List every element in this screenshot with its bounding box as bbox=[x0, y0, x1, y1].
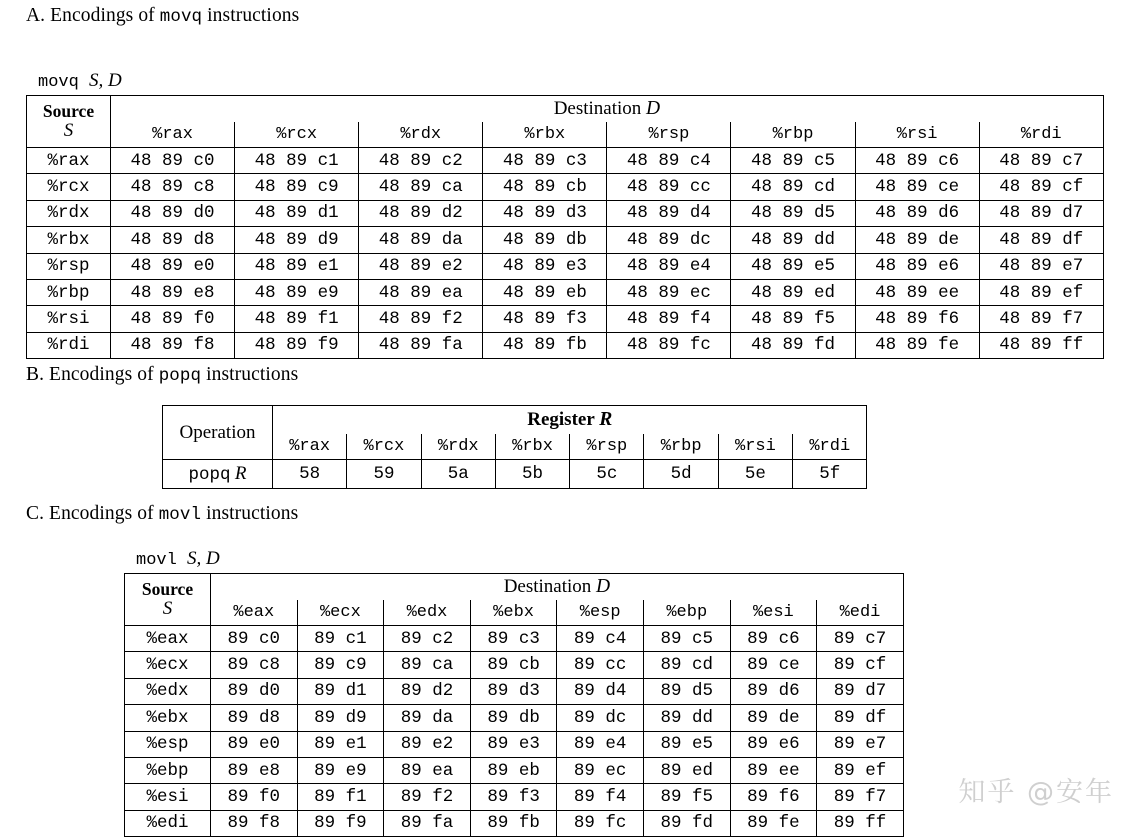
row-label: %rdx bbox=[27, 200, 111, 226]
table-cell: 48 89 cf bbox=[979, 174, 1103, 200]
table-cell: 89 fc bbox=[557, 810, 644, 836]
row-label: %rbx bbox=[27, 227, 111, 253]
table-cell: 48 89 f2 bbox=[359, 306, 483, 332]
table-cell: 48 89 df bbox=[979, 227, 1103, 253]
table-cell: 89 cd bbox=[643, 652, 730, 678]
col-header-2: %edx bbox=[384, 600, 471, 626]
table-cell: 89 f0 bbox=[211, 784, 298, 810]
table-c-corner-line1: Source bbox=[141, 579, 194, 600]
col-header-5: %rbp bbox=[731, 122, 855, 148]
table-cell: 89 d7 bbox=[817, 678, 904, 704]
table-cell: 89 df bbox=[817, 705, 904, 731]
col-header-2: %rdx bbox=[421, 434, 495, 460]
table-c-caption-operands: S, D bbox=[187, 548, 220, 569]
section-a-heading-mono: movq bbox=[159, 7, 203, 27]
table-cell: 89 c5 bbox=[643, 626, 730, 652]
table-cell: 89 cc bbox=[557, 652, 644, 678]
table-cell: 48 89 d6 bbox=[855, 200, 979, 226]
table-cell: 48 89 e9 bbox=[235, 279, 359, 305]
table-row bbox=[27, 306, 1104, 332]
table-c-caption-mnemonic: movl bbox=[136, 551, 177, 570]
table-cell: 48 89 cb bbox=[483, 174, 607, 200]
table-cell: 89 e7 bbox=[817, 731, 904, 757]
table-cell: 48 89 c7 bbox=[979, 148, 1103, 174]
row-label: %ebx bbox=[125, 705, 211, 731]
col-header-7: %rdi bbox=[793, 434, 867, 460]
row-label: %eax bbox=[125, 626, 211, 652]
col-header-4: %rsp bbox=[570, 434, 644, 460]
section-c-heading-mono: movl bbox=[158, 505, 202, 525]
table-row bbox=[125, 810, 904, 836]
table-row bbox=[27, 174, 1104, 200]
table-cell: 48 89 f3 bbox=[483, 306, 607, 332]
table-cell: 48 89 ea bbox=[359, 279, 483, 305]
table-cell: 89 d4 bbox=[557, 678, 644, 704]
table-cell: 48 89 f9 bbox=[235, 332, 359, 358]
table-cell: 48 89 d7 bbox=[979, 200, 1103, 226]
table-row bbox=[27, 332, 1104, 358]
table-cell: 89 e9 bbox=[297, 757, 384, 783]
table-row bbox=[125, 626, 904, 652]
table-cell: 5a bbox=[421, 460, 495, 489]
movl-encoding-table bbox=[124, 573, 904, 837]
table-cell: 59 bbox=[347, 460, 421, 489]
col-header-0: %rax bbox=[273, 434, 347, 460]
table-cell: 48 89 e5 bbox=[731, 253, 855, 279]
table-row bbox=[125, 757, 904, 783]
table-cell: 48 89 fa bbox=[359, 332, 483, 358]
section-a-heading-suffix: instructions bbox=[202, 5, 300, 26]
table-cell: 89 d9 bbox=[297, 705, 384, 731]
section-c-heading bbox=[26, 503, 298, 525]
table-cell: 89 c1 bbox=[297, 626, 384, 652]
row-label-operand: R bbox=[234, 463, 247, 484]
table-a-corner-line1: Source bbox=[42, 101, 95, 122]
col-header-5: %ebp bbox=[643, 600, 730, 626]
table-a-group-header: Destination D bbox=[111, 96, 1104, 123]
table-cell: 89 fd bbox=[643, 810, 730, 836]
table-cell: 48 89 e7 bbox=[979, 253, 1103, 279]
table-cell: 89 f8 bbox=[211, 810, 298, 836]
table-cell: 48 89 c1 bbox=[235, 148, 359, 174]
table-cell: 48 89 f8 bbox=[111, 332, 235, 358]
table-cell: 48 89 c9 bbox=[235, 174, 359, 200]
table-cell: 58 bbox=[273, 460, 347, 489]
table-cell: 48 89 ca bbox=[359, 174, 483, 200]
table-row bbox=[125, 731, 904, 757]
table-cell: 89 dd bbox=[643, 705, 730, 731]
col-header-7: %rdi bbox=[979, 122, 1103, 148]
col-header-6: %rsi bbox=[718, 434, 792, 460]
table-cell: 89 cb bbox=[470, 652, 557, 678]
row-label: %rsp bbox=[27, 253, 111, 279]
table-cell: 89 f6 bbox=[730, 784, 817, 810]
table-cell: 89 fe bbox=[730, 810, 817, 836]
table-cell: 89 e5 bbox=[643, 731, 730, 757]
row-label: %esp bbox=[125, 731, 211, 757]
col-header-3: %rbx bbox=[483, 122, 607, 148]
table-cell: 89 d2 bbox=[384, 678, 471, 704]
col-header-3: %rbx bbox=[495, 434, 569, 460]
table-row bbox=[27, 148, 1104, 174]
table-cell: 89 c9 bbox=[297, 652, 384, 678]
section-b-heading bbox=[26, 364, 298, 386]
table-cell: 48 89 c0 bbox=[111, 148, 235, 174]
table-cell: 89 ef bbox=[817, 757, 904, 783]
table-row-header-group bbox=[125, 574, 904, 601]
table-cell: 48 89 cd bbox=[731, 174, 855, 200]
row-label: %rdi bbox=[27, 332, 111, 358]
table-cell: 48 89 ff bbox=[979, 332, 1103, 358]
table-cell: 5b bbox=[495, 460, 569, 489]
table-cell: 48 89 c8 bbox=[111, 174, 235, 200]
table-cell: 48 89 de bbox=[855, 227, 979, 253]
table-cell: 89 f1 bbox=[297, 784, 384, 810]
table-cell: 48 89 c4 bbox=[607, 148, 731, 174]
row-label: %edx bbox=[125, 678, 211, 704]
table-cell: 48 89 e8 bbox=[111, 279, 235, 305]
table-cell: 48 89 d9 bbox=[235, 227, 359, 253]
zhihu-watermark: 知乎 @安年 bbox=[958, 777, 1114, 808]
table-cell: 89 f5 bbox=[643, 784, 730, 810]
table-a-corner-header bbox=[27, 96, 111, 148]
table-cell: 48 89 c5 bbox=[731, 148, 855, 174]
table-cell: 89 ed bbox=[643, 757, 730, 783]
table-cell: 89 e2 bbox=[384, 731, 471, 757]
table-cell: 89 f3 bbox=[470, 784, 557, 810]
table-cell: 48 89 ce bbox=[855, 174, 979, 200]
table-row-column-headers bbox=[125, 600, 904, 626]
table-cell: 89 eb bbox=[470, 757, 557, 783]
table-cell: 89 fb bbox=[470, 810, 557, 836]
section-a-heading bbox=[26, 5, 299, 27]
row-label: %edi bbox=[125, 810, 211, 836]
table-cell: 48 89 db bbox=[483, 227, 607, 253]
table-cell: 48 89 dd bbox=[731, 227, 855, 253]
table-b-group-header: Register R bbox=[273, 406, 867, 435]
table-b-corner-header: Operation bbox=[163, 406, 273, 460]
section-c-heading-prefix: C. Encodings of bbox=[26, 503, 159, 524]
row-label: %rbp bbox=[27, 279, 111, 305]
row-label: %rcx bbox=[27, 174, 111, 200]
col-header-2: %rdx bbox=[359, 122, 483, 148]
col-header-6: %esi bbox=[730, 600, 817, 626]
table-cell: 48 89 f6 bbox=[855, 306, 979, 332]
popq-encoding-table bbox=[162, 405, 867, 489]
table-cell: 89 ea bbox=[384, 757, 471, 783]
table-row bbox=[125, 652, 904, 678]
table-cell: 89 d5 bbox=[643, 678, 730, 704]
table-row bbox=[163, 460, 867, 489]
table-cell: 48 89 f4 bbox=[607, 306, 731, 332]
col-header-4: %esp bbox=[557, 600, 644, 626]
table-c-corner-header bbox=[125, 574, 211, 626]
table-cell: 48 89 fe bbox=[855, 332, 979, 358]
table-c-caption bbox=[136, 548, 220, 570]
table-cell: 48 89 cc bbox=[607, 174, 731, 200]
table-cell: 89 dc bbox=[557, 705, 644, 731]
table-cell: 5d bbox=[644, 460, 718, 489]
table-cell: 89 d6 bbox=[730, 678, 817, 704]
table-cell: 48 89 fd bbox=[731, 332, 855, 358]
table-cell: 5f bbox=[793, 460, 867, 489]
table-cell: 89 e4 bbox=[557, 731, 644, 757]
row-label: %rax bbox=[27, 148, 111, 174]
section-b-heading-mono: popq bbox=[158, 366, 202, 386]
table-cell: 48 89 d4 bbox=[607, 200, 731, 226]
table-cell: 48 89 e1 bbox=[235, 253, 359, 279]
col-header-0: %eax bbox=[211, 600, 298, 626]
table-row bbox=[27, 253, 1104, 279]
table-c-corner-line2: S bbox=[162, 597, 173, 619]
table-cell: 48 89 fb bbox=[483, 332, 607, 358]
table-cell: 89 db bbox=[470, 705, 557, 731]
table-cell: 89 f2 bbox=[384, 784, 471, 810]
table-cell: 89 ce bbox=[730, 652, 817, 678]
row-label: %ecx bbox=[125, 652, 211, 678]
table-cell: 89 c4 bbox=[557, 626, 644, 652]
table-cell: 48 89 d5 bbox=[731, 200, 855, 226]
table-cell: 89 e0 bbox=[211, 731, 298, 757]
table-row-column-headers bbox=[27, 122, 1104, 148]
col-header-3: %ebx bbox=[470, 600, 557, 626]
table-cell: 48 89 da bbox=[359, 227, 483, 253]
table-cell: 89 cf bbox=[817, 652, 904, 678]
table-row bbox=[125, 784, 904, 810]
table-cell: 48 89 d1 bbox=[235, 200, 359, 226]
table-cell: 5c bbox=[570, 460, 644, 489]
table-cell: 89 c2 bbox=[384, 626, 471, 652]
section-b-heading-prefix: B. Encodings of bbox=[26, 364, 159, 385]
table-a-caption bbox=[38, 70, 122, 92]
col-header-5: %rbp bbox=[644, 434, 718, 460]
section-c-heading-suffix: instructions bbox=[201, 503, 299, 524]
table-cell: 89 f9 bbox=[297, 810, 384, 836]
table-cell: 89 c8 bbox=[211, 652, 298, 678]
col-header-0: %rax bbox=[111, 122, 235, 148]
section-b-heading-suffix: instructions bbox=[201, 364, 299, 385]
table-cell: 48 89 eb bbox=[483, 279, 607, 305]
table-cell: 89 ca bbox=[384, 652, 471, 678]
movq-encoding-table bbox=[26, 95, 1104, 359]
table-cell: 48 89 d0 bbox=[111, 200, 235, 226]
table-cell: 48 89 ec bbox=[607, 279, 731, 305]
table-cell: 89 da bbox=[384, 705, 471, 731]
col-header-1: %rcx bbox=[235, 122, 359, 148]
table-cell: 48 89 dc bbox=[607, 227, 731, 253]
table-row bbox=[27, 279, 1104, 305]
table-cell: 48 89 ee bbox=[855, 279, 979, 305]
table-row bbox=[27, 200, 1104, 226]
table-cell: 89 c6 bbox=[730, 626, 817, 652]
table-cell: 48 89 c3 bbox=[483, 148, 607, 174]
row-label: %esi bbox=[125, 784, 211, 810]
table-cell: 48 89 e3 bbox=[483, 253, 607, 279]
table-cell: 48 89 d8 bbox=[111, 227, 235, 253]
table-cell: 89 ee bbox=[730, 757, 817, 783]
table-row bbox=[27, 227, 1104, 253]
col-header-7: %edi bbox=[817, 600, 904, 626]
table-cell: 5e bbox=[718, 460, 792, 489]
table-row-header-group bbox=[163, 406, 867, 435]
table-cell: 48 89 d2 bbox=[359, 200, 483, 226]
col-header-4: %rsp bbox=[607, 122, 731, 148]
table-row-header-group bbox=[27, 96, 1104, 123]
table-cell: 48 89 c2 bbox=[359, 148, 483, 174]
table-cell: 89 d8 bbox=[211, 705, 298, 731]
table-cell: 89 e1 bbox=[297, 731, 384, 757]
col-header-1: %rcx bbox=[347, 434, 421, 460]
row-label-mnemonic: popq bbox=[188, 465, 231, 485]
table-cell: 89 fa bbox=[384, 810, 471, 836]
table-cell: 48 89 f7 bbox=[979, 306, 1103, 332]
table-cell: 48 89 ef bbox=[979, 279, 1103, 305]
table-cell: 89 f4 bbox=[557, 784, 644, 810]
table-cell: 48 89 ed bbox=[731, 279, 855, 305]
table-cell: 48 89 f5 bbox=[731, 306, 855, 332]
table-cell: 89 d3 bbox=[470, 678, 557, 704]
table-cell: 89 ec bbox=[557, 757, 644, 783]
table-cell: 89 e3 bbox=[470, 731, 557, 757]
table-cell: 48 89 e0 bbox=[111, 253, 235, 279]
table-cell: 48 89 f1 bbox=[235, 306, 359, 332]
table-cell: 89 c0 bbox=[211, 626, 298, 652]
table-cell: 48 89 e4 bbox=[607, 253, 731, 279]
col-header-1: %ecx bbox=[297, 600, 384, 626]
table-row bbox=[125, 705, 904, 731]
table-cell: 89 f7 bbox=[817, 784, 904, 810]
table-cell: 89 d0 bbox=[211, 678, 298, 704]
col-header-6: %rsi bbox=[855, 122, 979, 148]
table-cell: 89 e6 bbox=[730, 731, 817, 757]
table-row bbox=[125, 678, 904, 704]
table-cell: 89 de bbox=[730, 705, 817, 731]
table-a-caption-mnemonic: movq bbox=[38, 73, 79, 92]
table-cell: 89 d1 bbox=[297, 678, 384, 704]
row-label: %ebp bbox=[125, 757, 211, 783]
table-a-caption-operands: S, D bbox=[89, 70, 122, 91]
table-cell: 89 c3 bbox=[470, 626, 557, 652]
table-cell: 48 89 c6 bbox=[855, 148, 979, 174]
row-label: %rsi bbox=[27, 306, 111, 332]
table-cell: 89 e8 bbox=[211, 757, 298, 783]
table-c-group-header: Destination D bbox=[211, 574, 904, 601]
table-cell: 48 89 fc bbox=[607, 332, 731, 358]
table-cell: 48 89 e2 bbox=[359, 253, 483, 279]
table-cell: 48 89 f0 bbox=[111, 306, 235, 332]
row-label bbox=[163, 460, 273, 489]
table-cell: 89 c7 bbox=[817, 626, 904, 652]
section-a-heading-prefix: A. Encodings of bbox=[26, 5, 160, 26]
table-cell: 48 89 d3 bbox=[483, 200, 607, 226]
table-cell: 89 ff bbox=[817, 810, 904, 836]
table-cell: 48 89 e6 bbox=[855, 253, 979, 279]
table-a-corner-line2: S bbox=[63, 119, 74, 141]
